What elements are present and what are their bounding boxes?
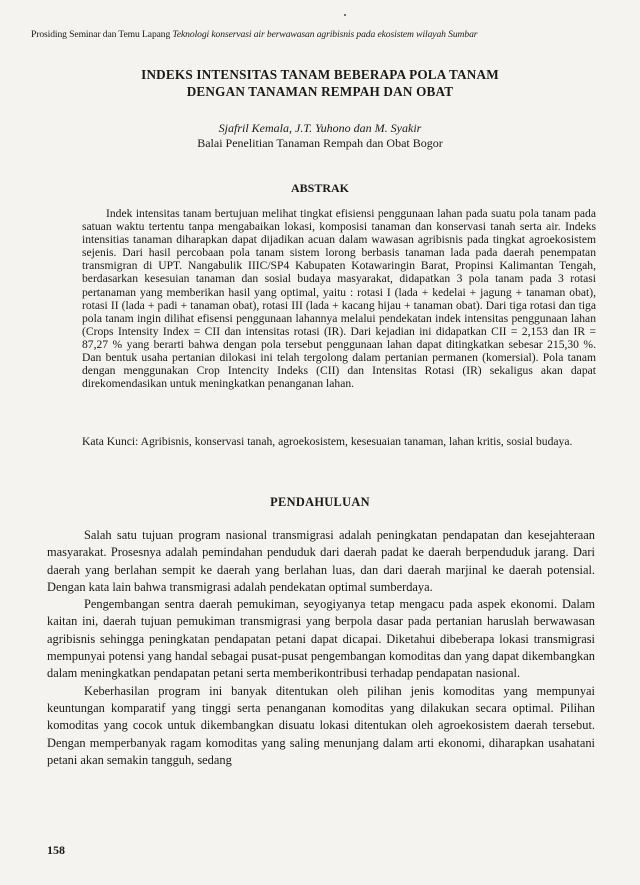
paragraph: Salah satu tujuan program nasional transmigrasi adalah peningkatan pendapatan dan kesejahteraan masyarakat. Prosesnya adalah pemindahan penduduk dari daerah padat ke daerah berpenduduk jarang. Dari daerah yang berlahan sempit ke daerah yang berlahan luas, dan dari daerah marjinal ke daerah potensial. Dengan kata lain bahwa transmigrasi adalah pendekatan optimal sumberdaya. [47,528,595,594]
affiliation: Balai Penelitian Tanaman Rempah dan Obat Bogor [197,136,443,150]
paper-title-line-1: INDEKS INTENSITAS TANAM BEBERAPA POLA TANAM [141,67,499,82]
paragraph: Pengembangan sentra daerah pemukiman, seyogiyanya tetap mengacu pada aspek ekonomi. Dalam kaitan ini, daerah tujuan pemukiman transmigrasi yang berpola dasar pada pertanian haruslah berwawasan agribisnis sehingga peningkatan pendapatan petani dapat dicapai. Diketahui dibeberapa lokasi transmigrasi mempunyai potensi yang handal sebagai pusat-pusat pengembangan komoditas dan yang dapat dikembangkan dalam meningkatkan pendapatan petani serta memberikontribusi terhadap pendapatan nasional. [47,597,595,681]
scan-speck [344,14,346,16]
page-number: 158 [47,843,65,857]
keywords: Kata Kunci: Agribisnis, konservasi tanah, agroekosistem, kesesuaian tanaman, lahan kritis, sosial budaya. [82,435,573,448]
section-heading: PENDAHULUAN [270,495,370,509]
authors: Sjafril Kemala, J.T. Yuhono dan M. Syakir [218,121,422,135]
abstract-heading: ABSTRAK [290,181,349,195]
running-header-plain: Prosiding Seminar dan Temu Lapang [31,29,173,40]
paper-title [70,66,570,100]
running-header [31,29,611,40]
paper-title-line-2: DENGAN TANAMAN REMPAH DAN OBAT [186,84,454,99]
abstract-text: Indek intensitas tanam bertujuan melihat tingkat efisiensi penggunaan lahan pada suatu pola tanam pada satuan waktu tertentu tanpa mengabaikan lokasi, komposisi tanaman dan konservasi tanah serta air. Indeks intensitias tanaman diharapkan dapat dijadikan acuan dalam wawasan agribisnis pada tingkat agroekosistem sejenis. Dari hasil percobaan pola tanam sistem lorong berbasis tanaman lada pada daerah penempatan transmigran di UPT. Nangabulik IIIC/SP4 Kabupaten Kotawaringin Barat, Propinsi Kalimantan Tengah, berdasarkan kesesuian tanaman dan sosial budaya masyarakat, didapatkan 3 pola tanam pada 3 rotasi pertanaman yang memberikan hasil yang optimal, yaitu : rotasi I (lada + kedelai + jagung + tanaman obat), rotasi II (lada + padi + tanaman obat), rotasi III (lada + kacang hijau + tanaman obat). Dari tiga rotasi dan tiga pola tanam ingin dilihat efisensi penggunaan lahannya melalui pendekatan indek intensitas penggunaan lahan (Crops Intensity Index = CII dan intensitas rotasi (IR). Dari kejadian ini didapatkan CII = 2,153 dan IR = 87,27 % yang berarti bahwa dengan pola tersebut penggunaan lahan dapat ditingkatkan sebesar 215,30 %. Dan bentuk usaha pertanian dilokasi ini telah tergolong dalam pertanian permanen (komersial). Pola tanam dengan menggunakan Crop Intencity Indeks (CII) dan Intensitas Rotasi (IR) sekaligus akan dapat direkomendasikan untuk meningkatkan penanganan lahan. [82,207,596,391]
body-text [47,527,595,769]
running-header-italic: Teknologi konservasi air berwawasan agribisnis pada ekosistem wilayah Sumbar [172,29,478,40]
paragraph: Keberhasilan program ini banyak ditentukan oleh pilihan jenis komoditas yang mempunyai keuntungan komparatif yang tinggi serta penanganan komoditas yang dilakukan secara optimal. Pilihan komoditas yang cocok untuk dikembangkan disuatu lokasi ditentukan oleh agroekosistem daerah tersebut. Dengan memperbanyak ragam komoditas yang saling menunjang dalam arti ekonomi, diharapkan usahatani petani akan semakin tangguh, sedang [47,683,595,767]
